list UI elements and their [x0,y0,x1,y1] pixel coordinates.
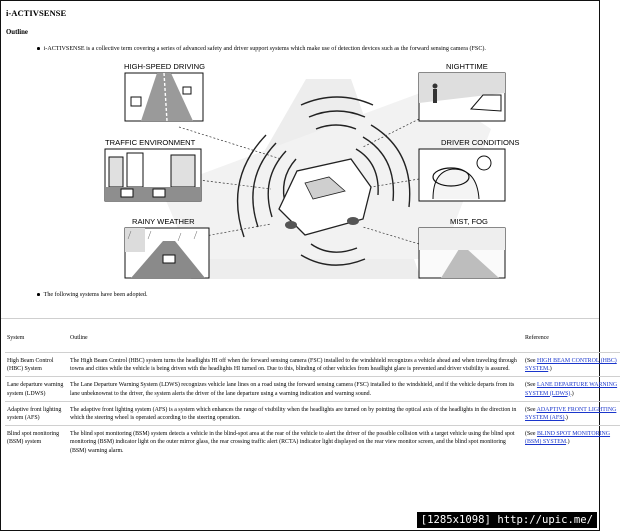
panel-rainy-weather [125,228,209,278]
panel-traffic-environment [105,149,201,201]
system-outline: The blind spot monitoring (BSM) system detects a vehicle in the blind-spot area at the rear of the vehicle to alert the driver of the possible collision with a target vehicle using the blind spot monitoring (BSM) indicator light on the outer mirror glass, the rear crossing traffic alert (RCTA) indicator light displayed on the rear view monitor screen, and the blind spot monitoring (BSM) warning alarm. [68,426,523,458]
adopted-bullet [37,292,148,298]
system-reference: (See HIGH BEAM CONTROL (HBC) SYSTEM.) [523,353,620,377]
system-reference: (See LANE DEPARTURE WARNING SYSTEM (LDWS).) [523,377,620,401]
panel-label-nighttime: NIGHTTIME [446,62,488,71]
panel-nighttime [419,73,505,121]
panel-mist-fog [419,228,505,278]
systems-table [5,323,620,458]
reference-link-ldws[interactable]: LANE DEPARTURE WARNING SYSTEM (LDWS) [525,382,618,397]
system-name: Lane departure warning system (LDWS) [5,377,68,401]
system-reference: (See BLIND SPOT MONITORING (BSM) SYSTEM.) [523,426,620,458]
header-system: System [7,334,25,341]
bullet-dot [37,293,40,296]
i-activsense-illustration [101,59,520,283]
system-outline: The Lane Departure Warning System (LDWS) recognizes vehicle lane lines on a road using the forward sensing camera (FSC) installed to the windshield, and if the vehicle departs from its lane unbeknownst to the driver, the system alerts the driver of the lane departure using a warning indication and warning sound. [68,377,523,401]
panel-label-driver: DRIVER CONDITIONS [441,138,520,147]
system-name: High Beam Control (HBC) System [5,353,68,377]
adopted-text: The following systems have been adopted. [43,292,148,298]
section-heading: Outline [6,29,28,36]
system-outline: The High Beam Control (HBC) system turns the headlights HI off when the forward sensing camera (FSC) installed to the windshield recognizes a vehicle ahead and when traveling through towns and cities while the vehicle is being driven with the headlights HI turned on. Due to this, blinding of other vehicles from headlight glare is prevented and driver visibility is assured. [68,353,523,377]
table-header-row [5,323,620,353]
page-title: i-ACTIVSENSE [6,8,67,18]
panel-label-high-speed: HIGH-SPEED DRIVING [124,62,206,71]
panel-label-rainy: RAINY WEATHER [132,217,195,226]
system-name: Adaptive front lighting system (AFS) [5,401,68,425]
table-row [5,401,620,425]
system-reference: (See ADAPTIVE FRONT LIGHTING SYSTEM (AFS).) [523,401,620,425]
panel-label-traffic: TRAFFIC ENVIRONMENT [105,138,196,147]
table-row [5,426,620,458]
system-name: Blind spot monitoring (BSM) system [5,426,68,458]
system-outline: The adaptive front lighting system (AFS) is a system which enhances the range of visibility when the headlights are turned on by pointing the optical axis of the headlights in the direction in which the steering wheel is operated according to the steering operation. [68,401,523,425]
panel-label-fog: MIST, FOG [450,217,488,226]
section-divider [1,318,599,319]
intro-text: i-ACTIVSENSE is a collective term covering a series of advanced safety and driver support systems which make use of detection devices such as the forward sensing camera (FSC). [43,46,486,52]
table-row [5,377,620,401]
reference-link-bsm[interactable]: BLIND SPOT MONITORING (BSM) SYSTEM [525,431,611,446]
intro-bullet [37,46,486,52]
reference-link-afs[interactable]: ADAPTIVE FRONT LIGHTING SYSTEM (AFS) [525,406,617,422]
table-row [5,353,620,377]
panel-driver-conditions [419,149,505,201]
header-reference: Reference [525,334,549,341]
panel-high-speed-driving [125,73,203,121]
header-outline: Outline [70,334,88,341]
bullet-dot [37,47,40,50]
watermark-label: [1285x1098] http://upic.me/ [417,512,597,528]
reference-link-hbc[interactable]: HIGH BEAM CONTROL (HBC) SYSTEM [525,358,617,373]
